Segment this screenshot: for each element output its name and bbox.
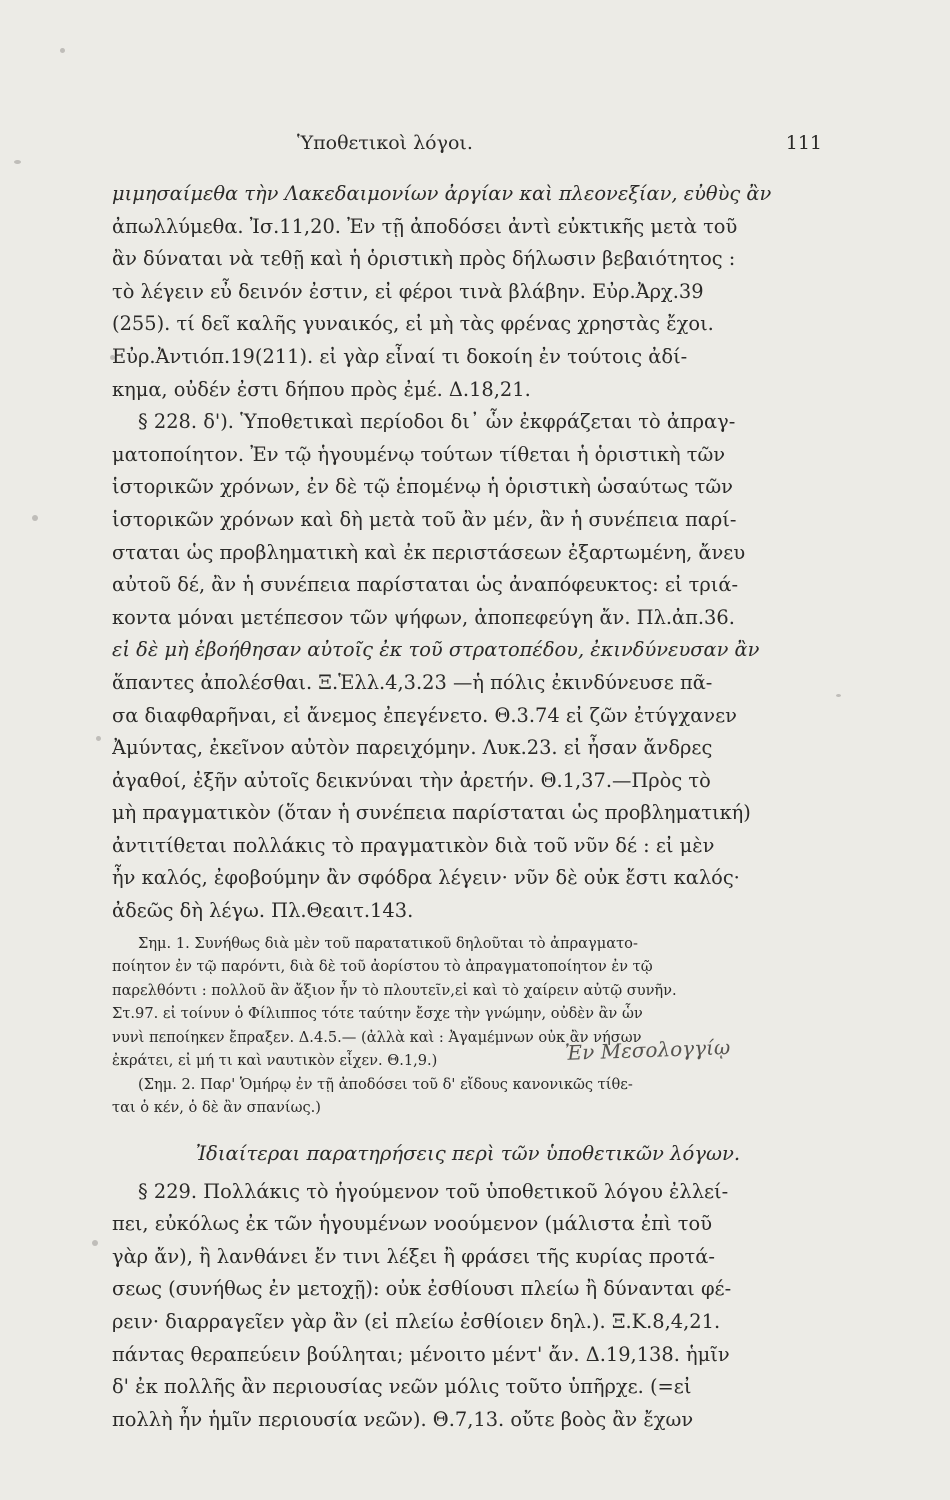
scan-speck — [836, 694, 841, 697]
text-line: πολλὴ ἦν ἡμῖν περιουσία νεῶν). Θ.7,13. οὔτε βοὸς ἂν ἔχων — [112, 1407, 694, 1431]
spacer — [112, 1120, 824, 1132]
text-line: ἂν δύναται νὰ τεθῇ καὶ ἡ ὁριστικὴ πρὸς δήλωσιν βεβαιότητος : — [112, 247, 736, 271]
section-229-heading: § 229. Πολλάκις τὸ ἡγούμενον τοῦ ὑποθετικοῦ λόγου ἐλλεί- — [138, 1179, 729, 1203]
scan-speck — [96, 736, 101, 741]
scan-speck — [14, 160, 21, 164]
text-line: σταται ὡς προβληματικὴ καὶ ἐκ περιστάσεων ἐξαρτωμένη, ἄνευ — [112, 540, 746, 564]
text-line: ἀπωλλύμεθα. Ἰσ.11,20. Ἐν τῇ ἀποδόσει ἀντὶ εὐκτικῆς μετὰ τοῦ — [112, 214, 738, 238]
text-line: κημα, οὐδέν ἐστι δήπου πρὸς ἐμέ. Δ.18,21. — [112, 377, 531, 401]
text-line: ἀγαθοί, ἐξῆν αὐτοῖς δεικνύναι τὴν ἀρετήν. Θ.1,37.—Πρὸς τὸ — [112, 768, 711, 792]
section-228-heading: § 228. δ'). Ὑποθετικαὶ περίοδοι δι᾿ ὧν ἐκφράζεται τὸ ἀπραγ- — [138, 410, 736, 434]
note-line: νυνὶ πεποίηκεν ἔπραξεν. Δ.4.5.— (ἀλλὰ καὶ : Ἀγαμέμνων οὐκ ἂν νήσων — [112, 1028, 642, 1046]
text-line: μὴ πραγματικὸν (ὅταν ἡ συνέπεια παρίσταται ὡς προβληματική) — [112, 801, 751, 825]
handwritten-annotation: Ἐν Μεσολογγίῳ — [564, 1035, 731, 1065]
note-line: ἐκράτει, εἰ μή τι καὶ ναυτικὸν εἶχεν. Θ.1,9.) — [112, 1052, 438, 1070]
scan-speck — [32, 515, 38, 521]
scan-speck — [60, 48, 65, 53]
text-line: σα διαφθαρῆναι, εἰ ἄνεμος ἐπεγένετο. Θ.3.74 εἰ ζῶν ἐτύγχανεν — [112, 703, 737, 727]
text-line: αὐτοῦ δέ, ἂν ἡ συνέπεια παρίσταται ὡς ἀναπόφευκτος: εἰ τριά- — [112, 573, 739, 597]
text-line: πάντας θεραπεύειν βούληται; μένοιτο μέντ' ἄν. Δ.19,138. ἡμῖν — [112, 1342, 730, 1366]
text-line: ματοποίητον. Ἐν τῷ ἡγουμένῳ τούτων τίθεται ἡ ὁριστικὴ τῶν — [112, 442, 726, 466]
text-line: Ἀμύντας, ἐκεῖνον αὐτὸν παρειχόμην. Λυκ.23. εἰ ἦσαν ἄνδρες — [112, 736, 713, 760]
text-line: τὸ λέγειν εὖ δεινόν ἐστιν, εἰ φέροι τινὰ βλάβην. Εὐρ.Ἀρχ.39 — [112, 279, 704, 303]
text-line: γὰρ ἄν), ἢ λανθάνει ἔν τινι λέξει ἢ φράσει τῆς κυρίας προτά- — [112, 1244, 715, 1268]
text-line: ρειν· διαρραγεῖεν γὰρ ἂν (εἰ πλείω ἐσθίοιεν δηλ.). Ξ.Κ.8,4,21. — [112, 1310, 721, 1334]
text-line: ἅπαντες ἀπολέσθαι. Ξ.Ἑλλ.4,3.23 —ἡ πόλις ἐκινδύνευσε πᾶ- — [112, 670, 713, 694]
text-line: Εὐρ.Ἀντιόπ.19(211). εἰ γὰρ εἶναί τι δοκοίη ἐν τούτοις ἀδί- — [112, 344, 688, 368]
note-line: (Σημ. 2. Παρ' Ὁμήρῳ ἐν τῇ ἀποδόσει τοῦ δ' εἴδους κανονικῶς τίθε- — [138, 1075, 633, 1093]
text-line: δ' ἐκ πολλῆς ἂν περιουσίας νεῶν μόλις τοῦτο ὑπῆρχε. (=εἰ — [112, 1375, 692, 1399]
note-line: ται ὁ κέν, ὁ δὲ ἂν σπανίως.) — [112, 1099, 322, 1117]
note-line: παρελθόντι : πολλοῦ ἂν ἄξιον ἦν τὸ πλουτεῖν,εἰ καὶ τὸ χαίρειν αὐτῷ συνῆν. — [112, 981, 677, 999]
text-line: ἀντιτίθεται πολλάκις τὸ πραγματικὸν διὰ τοῦ νῦν δέ : εἰ μὲν — [112, 833, 715, 857]
text-line: εἰ δὲ μὴ ἐβοήθησαν αὐτοῖς ἐκ τοῦ στρατοπέδου, ἐκινδύνευσαν ἂν — [112, 638, 760, 662]
scan-speck — [92, 1240, 98, 1246]
text-line: σεως (συνήθως ἐν μετοχῇ): οὐκ ἐσθίουσι πλείω ἢ δύνανται φέ- — [112, 1277, 732, 1301]
text-line: κοντα μόναι μετέπεσον τῶν ψήφων, ἀποπεφεύγη ἄν. Πλ.ἀπ.36. — [112, 605, 735, 629]
body-text — [112, 178, 824, 1436]
note-line: Σημ. 1. Συνήθως διὰ μὲν τοῦ παρατατικοῦ δηλοῦται τὸ ἀπραγματο- — [138, 934, 638, 952]
note-line: ποίητον ἐν τῷ παρόντι, διὰ δὲ τοῦ ἀορίστου τὸ ἀπραγματοποίητον ἐν τῷ — [112, 958, 653, 976]
text-line: ἱστορικῶν χρόνων καὶ δὴ μετὰ τοῦ ἂν μέν, ἂν ἡ συνέπεια παρί- — [112, 507, 737, 531]
text-line: (255). τί δεῖ καλῆς γυναικός, εἰ μὴ τὰς φρένας χρηστὰς ἔχοι. — [112, 312, 714, 336]
note-line: Στ.97. εἰ τοίνυν ὁ Φίλιππος τότε ταύτην ἔσχε τὴν γνώμην, οὐδὲν ἂν ὧν — [112, 1005, 643, 1023]
page-header — [112, 128, 822, 158]
text-line: ἀδεῶς δὴ λέγω. Πλ.Θεαιτ.143. — [112, 899, 414, 923]
text-line: ἱστορικῶν χρόνων, ἐν δὲ τῷ ἑπομένῳ ἡ ὁριστικὴ ὡσαύτως τῶν — [112, 475, 733, 499]
running-head: Ὑποθετικοὶ λόγοι. — [297, 132, 473, 154]
text-line: πει, εὐκόλως ἐκ τῶν ἡγουμένων νοούμενον (μάλιστα ἐπὶ τοῦ — [112, 1212, 712, 1236]
text-line: μιμησαίμεθα τὴν Λακεδαιμονίων ἀργίαν καὶ πλεονεξίαν, εὐθὺς ἂν — [112, 182, 772, 205]
text-line: ἦν καλός, ἐφοβούμην ἂν σφόδρα λέγειν· νῦν δὲ οὐκ ἔστι καλός· — [112, 866, 740, 890]
section-subheading: Ἰδιαίτεραι παρατηρήσεις περὶ τῶν ὑποθετικῶν λόγων. — [195, 1141, 741, 1165]
page-number: 111 — [785, 132, 822, 154]
